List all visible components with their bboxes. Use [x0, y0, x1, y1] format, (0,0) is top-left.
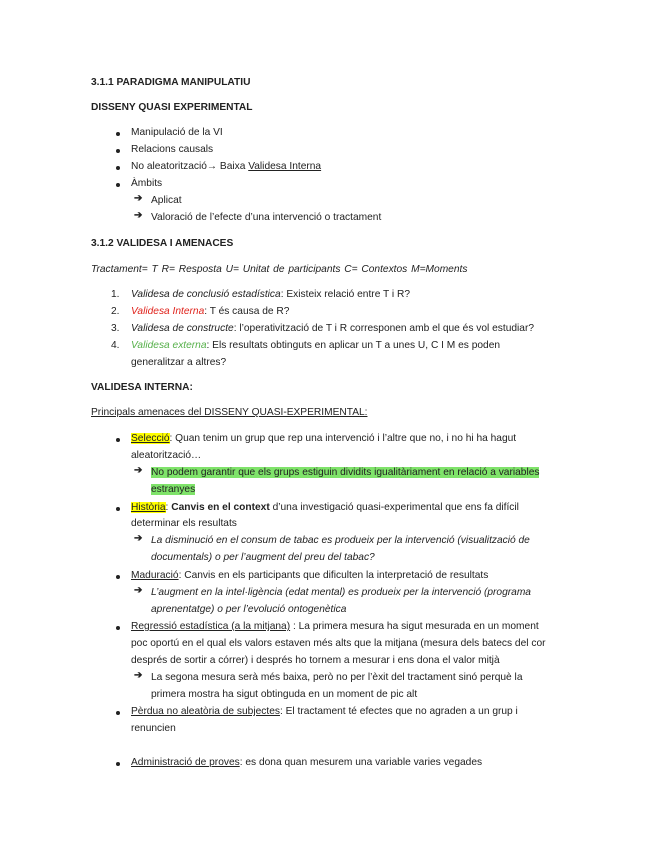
bullet-dot — [116, 575, 120, 579]
threat-regressio-note-continuation: primera mostra ha sigut obtinguda en un moment de pic alt — [151, 689, 418, 700]
numbered-item: Validesa de conclusió estadística: Existeix relació entre T i R? — [131, 289, 410, 300]
bullet-dot — [116, 166, 120, 170]
threat-perdua-continuation: renuncien — [131, 723, 176, 734]
numbered-item: Validesa de constructe: l’operativització de T i R corresponen amb el que és vol estudiar? — [131, 323, 535, 334]
numbered-item: Validesa Interna: T és causa de R? — [131, 306, 290, 317]
threat-seleccio-note-continuation: estranyes — [151, 484, 196, 495]
arrow-right-icon: ➔ — [134, 210, 143, 221]
threat-maduracio-note: L’augment en la intel·ligència (edat mental) es produeix per la intervenció (programa — [151, 587, 531, 598]
legend-line: Tractament= T R= Resposta U= Unitat de participants C= Contextos M=Moments — [91, 264, 468, 275]
bullet-dot — [116, 132, 120, 136]
bullet-dot — [116, 762, 120, 766]
arrow-right-icon: ➔ — [134, 193, 143, 204]
arrow-right-icon: ➔ — [134, 670, 143, 681]
arrow-right-icon: ➔ — [134, 585, 143, 596]
numbered-item-continuation: generalitzar a altres? — [131, 357, 227, 368]
heading-validesa: 3.1.2 VALIDESA I AMENACES — [91, 238, 234, 249]
threat-seleccio-note: No podem garantir que els grups estiguin dividits igualitàriament en relació a variables — [151, 467, 540, 478]
bullet-dot — [116, 438, 120, 442]
list-number: 2. — [111, 306, 120, 317]
threat-historia-note: La disminució en el consum de tabac es produeix per la intervenció (visualització de — [151, 535, 530, 546]
list-number: 3. — [111, 323, 120, 334]
threat-regressio-continuation: després de sortir a córrer) i després ho tornem a mesurar i ens dona el valor mitjà — [131, 655, 500, 666]
threat-seleccio-continuation: aleatorització… — [131, 450, 202, 461]
threat-maduracio: Maduració: Canvis en els participants que dificulten la interpretació de resultats — [131, 570, 489, 581]
bullet-dot — [116, 507, 120, 511]
heading-paradigma: 3.1.1 PARADIGMA MANIPULATIU — [91, 77, 251, 88]
list-item: No aleatorització→ Baixa Validesa Interna — [131, 161, 322, 172]
list-number: 1. — [111, 289, 120, 300]
threat-historia-continuation: determinar els resultats — [131, 518, 237, 529]
arrow-right-icon: ➔ — [134, 533, 143, 544]
bullet-dot — [116, 183, 120, 187]
threat-perdua: Pèrdua no aleatòria de subjectes: El tractament té efectes que no agraden a un grup i — [131, 706, 518, 717]
bullet-dot — [116, 711, 120, 715]
threat-historia: Història: Canvis en el context d’una investigació quasi-experimental que ens fa difícil — [131, 502, 519, 513]
list-item: Manipulació de la VI — [131, 127, 223, 138]
threat-administracio: Administració de proves: es dona quan mesurem una variable varies vegades — [131, 757, 483, 768]
heading-validesa-interna: VALIDESA INTERNA: — [91, 382, 193, 393]
bullet-dot — [116, 626, 120, 630]
threat-seleccio: Selecció: Quan tenim un grup que rep una intervenció i l’altre que no, i no hi ha hagut — [131, 433, 517, 444]
threat-regressio: Regressió estadística (a la mitjana) : La primera mesura ha sigut mesurada en un moment — [131, 621, 539, 632]
bullet-dot — [116, 149, 120, 153]
threat-historia-note-continuation: documentals) o per l’augment del preu del tabac? — [151, 552, 375, 563]
list-item: Relacions causals — [131, 144, 214, 155]
threat-regressio-continuation: poc oportú en el qual els valors estaven més alts que la mitjana (mesura dels batecs del cor — [131, 638, 546, 649]
numbered-item: Validesa externa: Els resultats obtinguts en aplicar un T a unes U, C I M es poden — [131, 340, 501, 351]
list-item: Àmbits — [131, 178, 163, 189]
sub-list-item: Aplicat — [151, 195, 182, 206]
list-number: 4. — [111, 340, 120, 351]
sub-list-item: Valoració de l’efecte d’una intervenció o tractament — [151, 212, 382, 223]
heading-disseny: DISSENY QUASI EXPERIMENTAL — [91, 102, 253, 113]
arrow-right-icon: ➔ — [134, 465, 143, 476]
threat-maduracio-note-continuation: aprenentatge) o per l’evolució ontogenètica — [151, 604, 347, 615]
threat-regressio-note: La segona mesura serà més baixa, però no per l’èxit del tractament sinó perquè la — [151, 672, 523, 683]
threats-subtitle: Principals amenaces del DISSENY QUASI-EXPERIMENTAL: — [91, 407, 368, 418]
